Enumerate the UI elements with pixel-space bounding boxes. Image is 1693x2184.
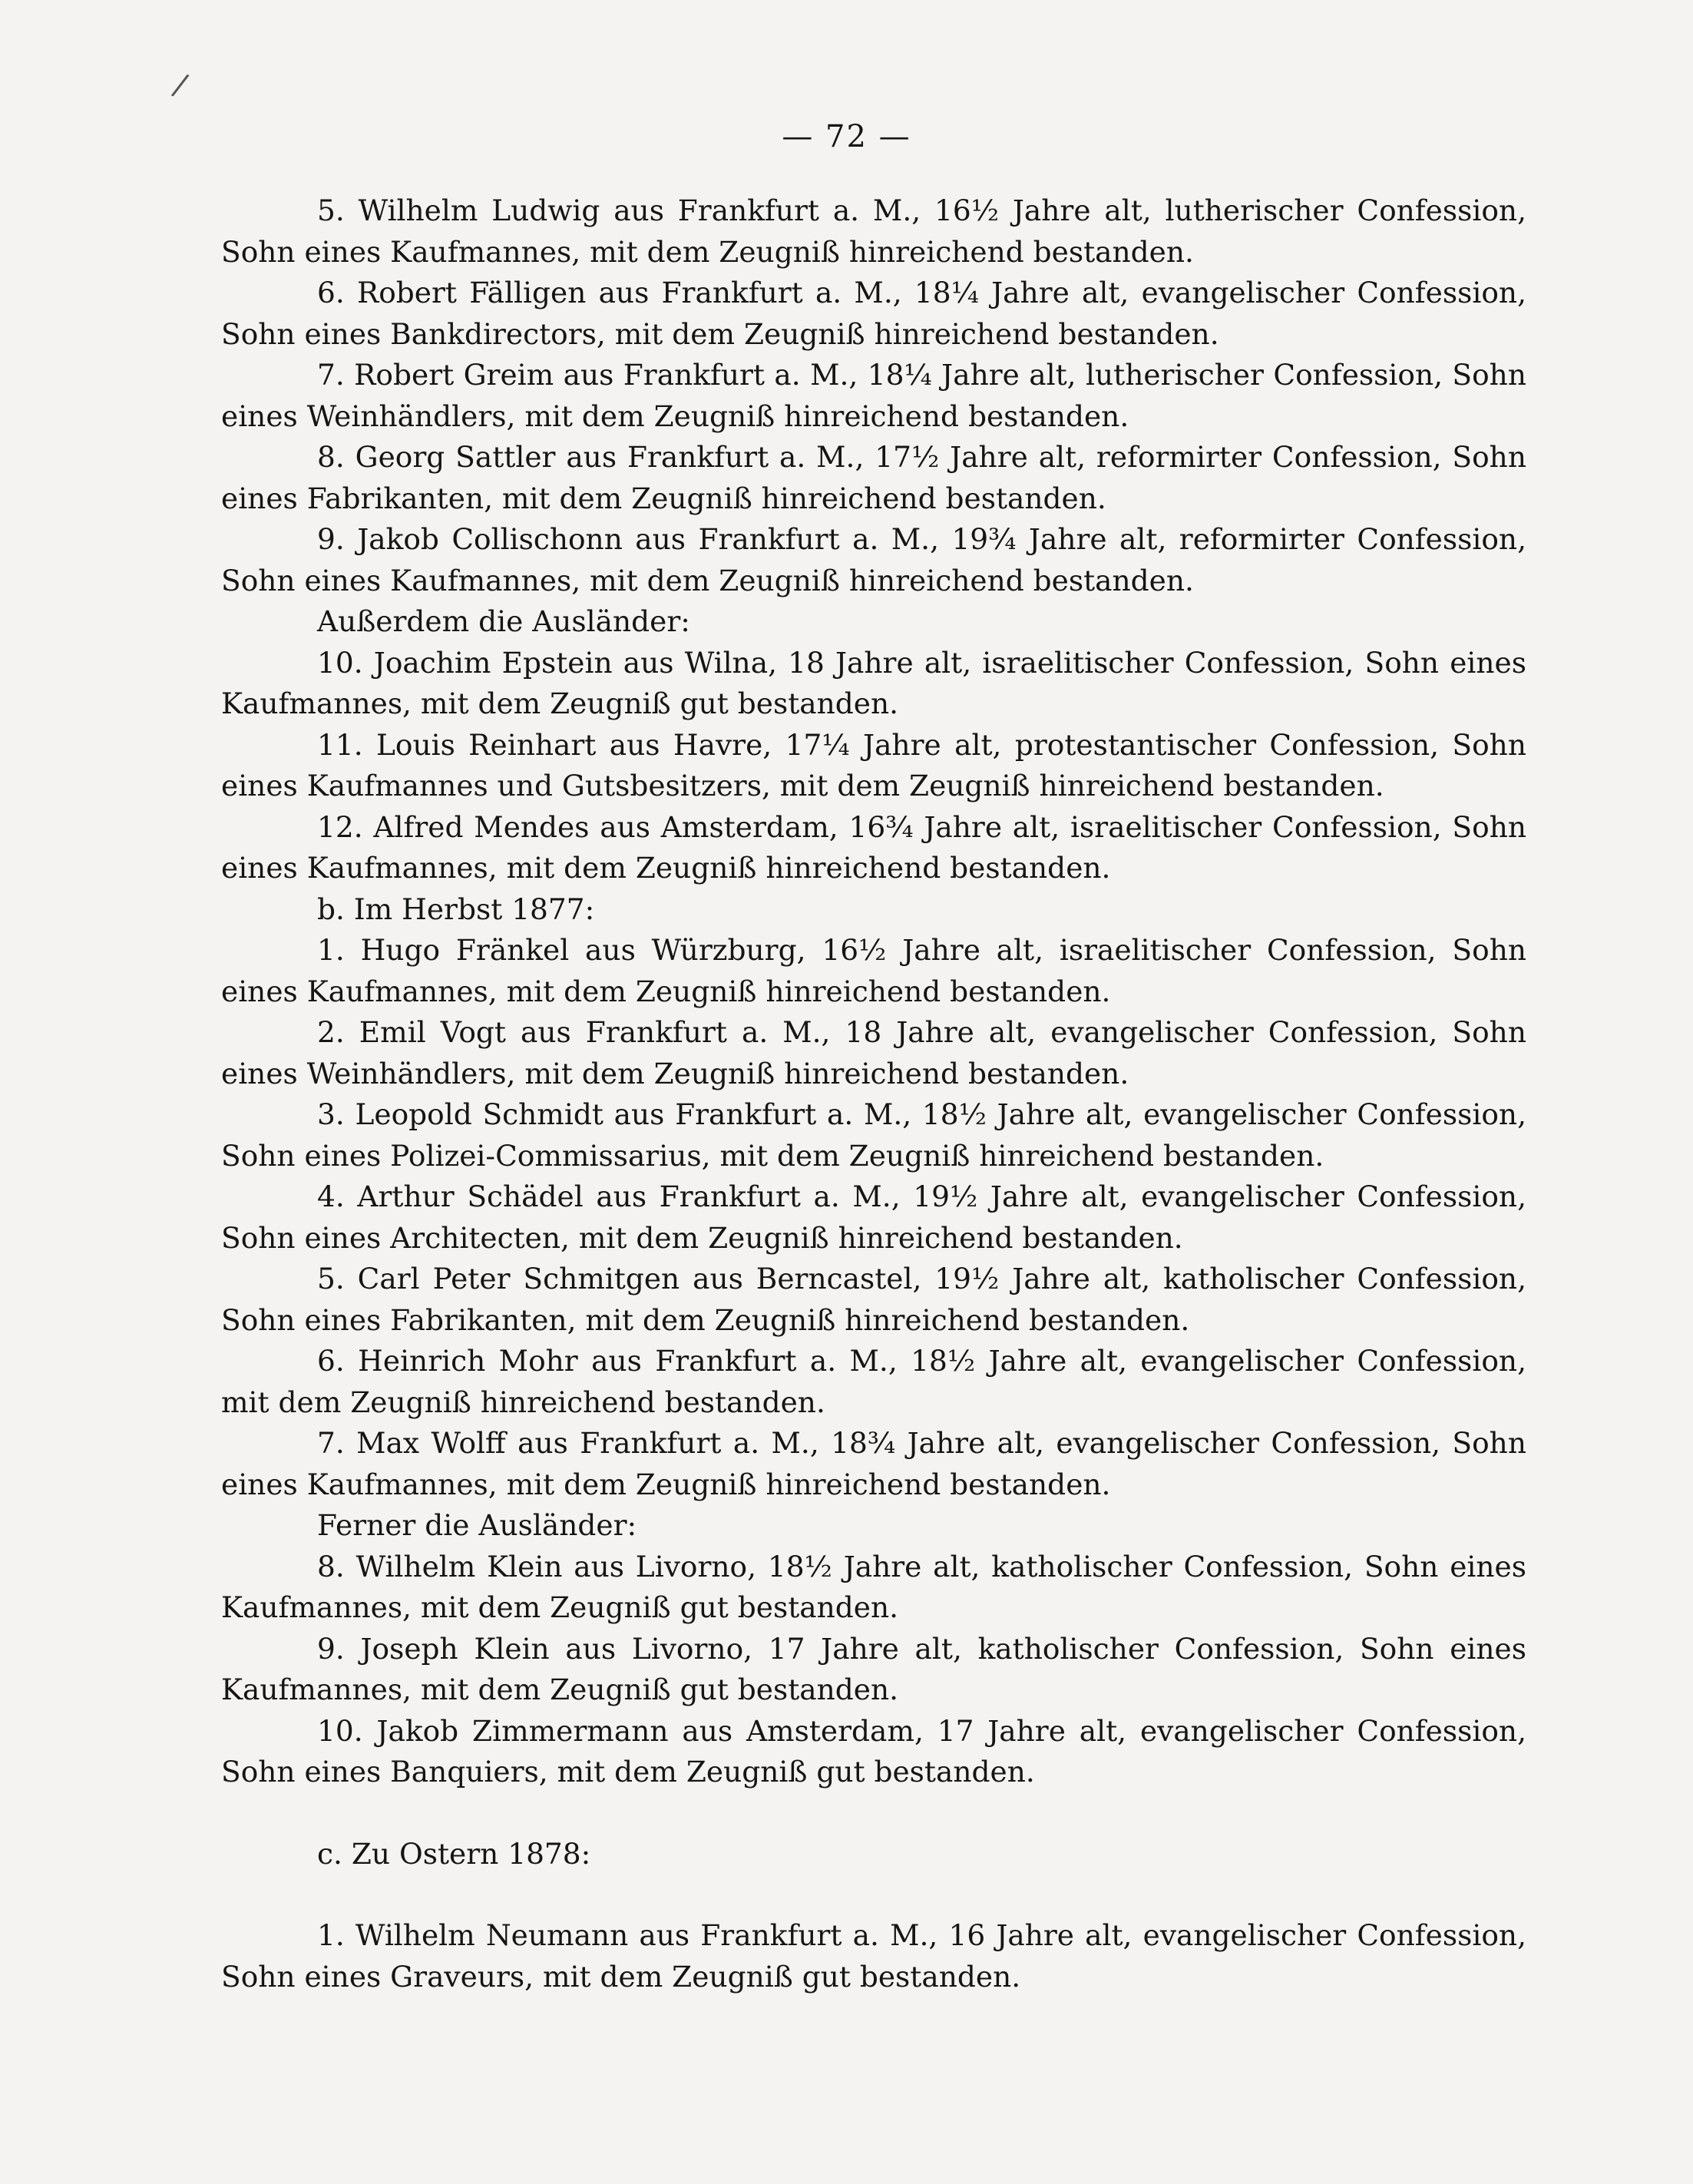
document-body bbox=[221, 190, 1526, 1997]
text-paragraph: 1. Wilhelm Neumann aus Frankfurt a. M., 16 Jahre alt, evangelischer Confession, Sohn eines Graveurs, mit dem Zeugniß gut bestanden. bbox=[221, 1918, 1526, 1994]
text-paragraph: 10. Joachim Epstein aus Wilna, 18 Jahre alt, israelitischer Confession, Sohn eines Kaufmannes, mit dem Zeugniß gut bestanden. bbox=[221, 645, 1526, 720]
section-spacer bbox=[221, 1875, 1526, 1915]
text-paragraph: Außerdem die Ausländer: bbox=[317, 604, 690, 638]
section-spacer bbox=[221, 1793, 1526, 1834]
text-paragraph: 1. Hugo Fränkel aus Würzburg, 16½ Jahre alt, israelitischer Confession, Sohn eines Kaufmannes, mit dem Zeugniß hinreichend bestanden. bbox=[221, 933, 1526, 1008]
page-number: — 72 — bbox=[782, 119, 911, 154]
text-paragraph: 8. Georg Sattler aus Frankfurt a. M., 17½ Jahre alt, reformirter Confession, Sohn eines Fabrikanten, mit dem Zeugniß hinreichend bestanden. bbox=[221, 440, 1526, 515]
stray-pencil-mark: / bbox=[169, 67, 191, 104]
text-paragraph: 9. Jakob Collischonn aus Frankfurt a. M., 19¾ Jahre alt, reformirter Confession, Sohn eines Kaufmannes, mit dem Zeugniß hinreichend bestanden. bbox=[221, 522, 1526, 597]
text-paragraph: 5. Carl Peter Schmitgen aus Berncastel, 19½ Jahre alt, katholischer Confession, Sohn eines Fabrikanten, mit dem Zeugniß hinreichend bestanden. bbox=[221, 1262, 1526, 1337]
text-paragraph: 7. Max Wolff aus Frankfurt a. M., 18¾ Jahre alt, evangelischer Confession, Sohn eines Kaufmannes, mit dem Zeugniß hinreichend bestanden. bbox=[221, 1426, 1526, 1501]
text-paragraph: 9. Joseph Klein aus Livorno, 17 Jahre alt, katholischer Confession, Sohn eines Kaufmannes, mit dem Zeugniß gut bestanden. bbox=[221, 1631, 1526, 1706]
text-paragraph: 5. Wilhelm Ludwig aus Frankfurt a. M., 16½ Jahre alt, lutherischer Confession, Sohn eines Kaufmannes, mit dem Zeugniß hinreichend bestanden. bbox=[221, 194, 1526, 269]
text-paragraph: 6. Robert Fälligen aus Frankfurt a. M., 18¼ Jahre alt, evangelischer Confession, Sohn eines Bankdirectors, mit dem Zeugniß hinreichend bestanden. bbox=[221, 276, 1526, 351]
text-paragraph: 3. Leopold Schmidt aus Frankfurt a. M., 18½ Jahre alt, evangelischer Confession, Sohn eines Polizei-Commissarius, mit dem Zeugniß hinreichend bestanden. bbox=[221, 1097, 1526, 1173]
text-paragraph: 11. Louis Reinhart aus Havre, 17¼ Jahre alt, protestantischer Confession, Sohn eines Kaufmannes und Gutsbesitzers, mit dem Zeugniß hinreichend bestanden. bbox=[221, 727, 1526, 802]
text-paragraph: 4. Arthur Schädel aus Frankfurt a. M., 19½ Jahre alt, evangelischer Confession, Sohn eines Architecten, mit dem Zeugniß hinreichend bestanden. bbox=[221, 1180, 1526, 1255]
text-paragraph: 8. Wilhelm Klein aus Livorno, 18½ Jahre alt, katholischer Confession, Sohn eines Kaufmannes, mit dem Zeugniß gut bestanden. bbox=[221, 1549, 1526, 1624]
text-paragraph: 6. Heinrich Mohr aus Frankfurt a. M., 18½ Jahre alt, evangelischer Confession, mit dem Zeugniß hinreichend bestanden. bbox=[221, 1344, 1526, 1419]
text-paragraph: b. Im Herbst 1877: bbox=[317, 892, 595, 926]
text-paragraph: c. Zu Ostern 1878: bbox=[317, 1836, 591, 1871]
text-paragraph: Ferner die Ausländer: bbox=[317, 1508, 637, 1542]
text-paragraph: 2. Emil Vogt aus Frankfurt a. M., 18 Jahre alt, evangelischer Confession, Sohn eines Weinhändlers, mit dem Zeugniß hinreichend bestanden. bbox=[221, 1015, 1526, 1090]
text-paragraph: 7. Robert Greim aus Frankfurt a. M., 18¼ Jahre alt, lutherischer Confession, Sohn eines Weinhändlers, mit dem Zeugniß hinreichend bestanden. bbox=[221, 358, 1526, 433]
text-paragraph: 12. Alfred Mendes aus Amsterdam, 16¾ Jahre alt, israelitischer Confession, Sohn eines Kaufmannes, mit dem Zeugniß hinreichend bestanden. bbox=[221, 809, 1526, 885]
text-paragraph: 10. Jakob Zimmermann aus Amsterdam, 17 Jahre alt, evangelischer Confession, Sohn eines Banquiers, mit dem Zeugniß gut bestanden. bbox=[221, 1713, 1526, 1789]
